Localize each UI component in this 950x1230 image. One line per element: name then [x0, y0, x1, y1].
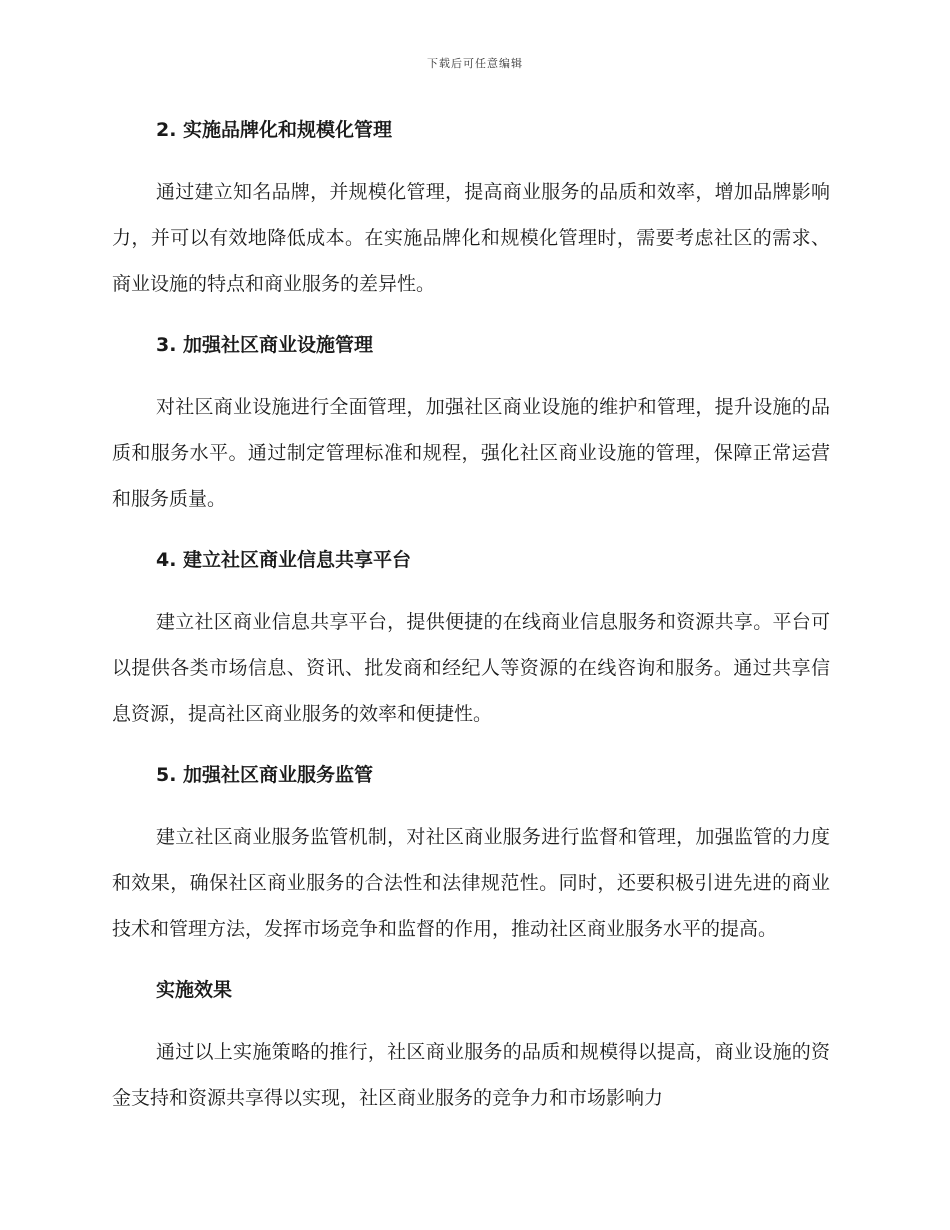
- section-paragraph-info-platform: 建立社区商业信息共享平台，提供便捷的在线商业信息服务和资源共享。平台可以提供各类市场信息、资讯、批发商和经纪人等资源的在线咨询和服务。通过共享信息资源，提高社区商业服务的效率和便捷性。: [112, 611, 830, 725]
- section-paragraph-brand-management: 通过建立知名品牌，并规模化管理，提高商业服务的品质和效率，增加品牌影响力，并可以有效地降低成本。在实施品牌化和规模化管理时，需要考虑社区的需求、商业设施的特点和商业服务的差异性。: [112, 181, 830, 295]
- document-body: [112, 108, 830, 1137]
- section-heading-brand-management: 2. 实施品牌化和规模化管理: [156, 119, 393, 141]
- section-heading-info-platform: 4. 建立社区商业信息共享平台: [156, 549, 412, 571]
- section-paragraph-service-supervision: 建立社区商业服务监管机制，对社区商业服务进行监督和管理，加强监管的力度和效果，确保社区商业服务的合法性和法律规范性。同时，还要积极引进先进的商业技术和管理方法，发挥市场竞争和监督的作用，推动社区商业服务水平的提高。: [112, 826, 830, 940]
- section-heading-facility-management: 3. 加强社区商业设施管理: [156, 334, 374, 356]
- section-heading-implementation-effect: 实施效果: [156, 979, 233, 1001]
- header-note: 下载后可任意编辑: [427, 57, 523, 70]
- section-heading-service-supervision: 5. 加强社区商业服务监管: [156, 764, 374, 786]
- section-paragraph-facility-management: 对社区商业设施进行全面管理，加强社区商业设施的维护和管理，提升设施的品质和服务水平。通过制定管理标准和规程，强化社区商业设施的管理，保障正常运营和服务质量。: [112, 396, 830, 510]
- section-paragraph-implementation-effect: 通过以上实施策略的推行，社区商业服务的品质和规模得以提高，商业设施的资金支持和资源共享得以实现，社区商业服务的竞争力和市场影响力: [112, 1041, 830, 1109]
